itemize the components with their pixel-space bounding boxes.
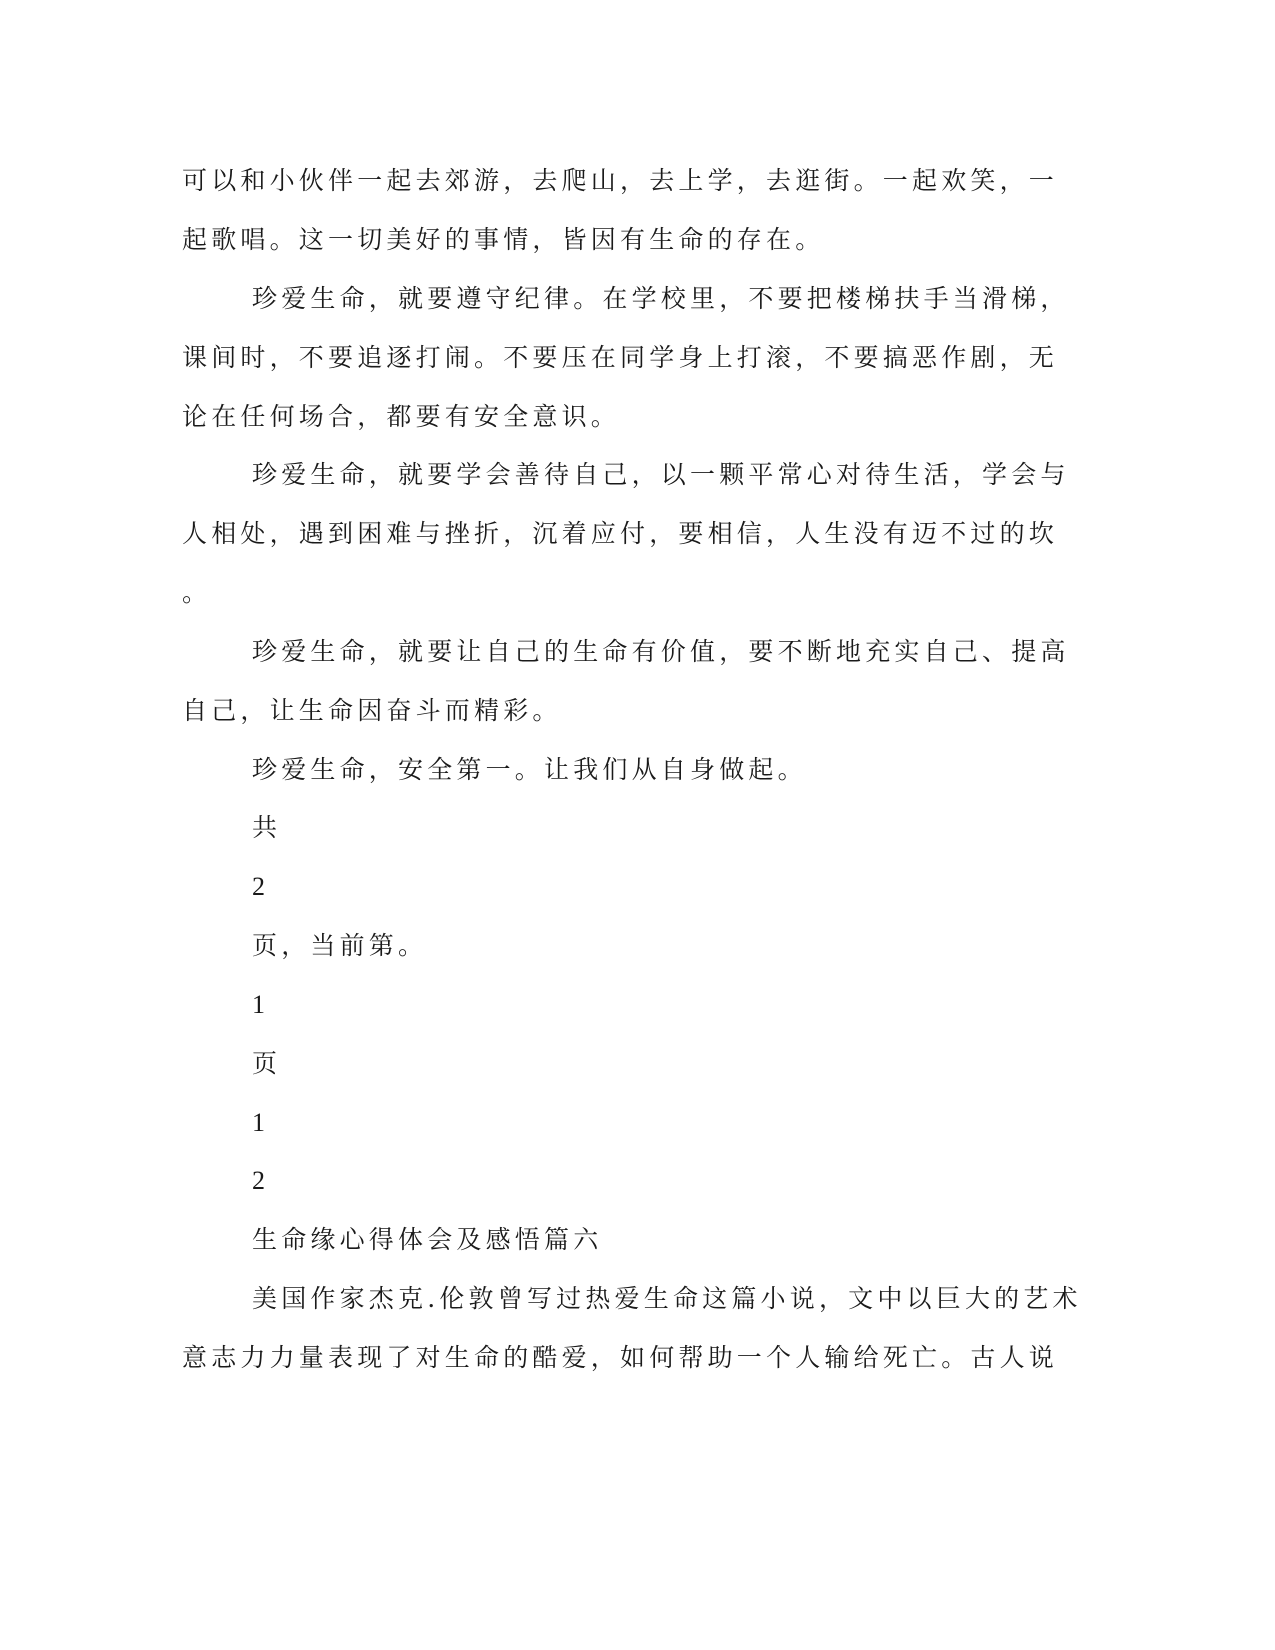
paragraph-line: 论在任何场合，都要有安全意识。 (182, 402, 621, 431)
paragraph-line: 起歌唱。这一切美好的事情，皆因有生命的存在。 (182, 225, 825, 254)
paragraph-line: 意志力力量表现了对生命的酷爱，如何帮助一个人输给死亡。古人说 (182, 1343, 1059, 1372)
paragraph-line: 珍爱生命，就要遵守纪律。在学校里，不要把楼梯扶手当滑梯， (252, 284, 1070, 313)
page-count-label: 页，当前第。 (252, 931, 428, 960)
page-link-1[interactable]: 1 (252, 1108, 265, 1137)
paragraph-line: 。 (182, 578, 212, 607)
paragraph-line: 人相处，遇到困难与挫折，沉着应付，要相信，人生没有迈不过的坎 (182, 519, 1059, 548)
paragraph-line: 美国作家杰克.伦敦曾写过热爱生命这篇小说，文中以巨大的艺术 (252, 1284, 1082, 1313)
paragraph-line: 自己，让生命因奋斗而精彩。 (182, 696, 562, 725)
paragraph-line: 珍爱生命，就要让自己的生命有价值，要不断地充实自己、提高 (252, 637, 1070, 666)
section-heading: 生命缘心得体会及感悟篇六 (252, 1225, 603, 1254)
page-count-label: 共 (252, 813, 282, 842)
paragraph-line: 课间时，不要追逐打闹。不要压在同学身上打滚，不要搞恶作剧，无 (182, 343, 1059, 372)
paragraph-line: 珍爱生命，就要学会善待自己，以一颗平常心对待生活，学会与 (252, 460, 1070, 489)
page-count-total: 2 (252, 872, 265, 901)
page-count-label: 页 (252, 1049, 282, 1078)
paragraph-line: 可以和小伙伴一起去郊游，去爬山，去上学，去逛街。一起欢笑，一 (182, 166, 1059, 195)
page-link-2[interactable]: 2 (252, 1166, 265, 1195)
page-current-number: 1 (252, 990, 265, 1019)
paragraph-line: 珍爱生命，安全第一。让我们从自身做起。 (252, 755, 807, 784)
